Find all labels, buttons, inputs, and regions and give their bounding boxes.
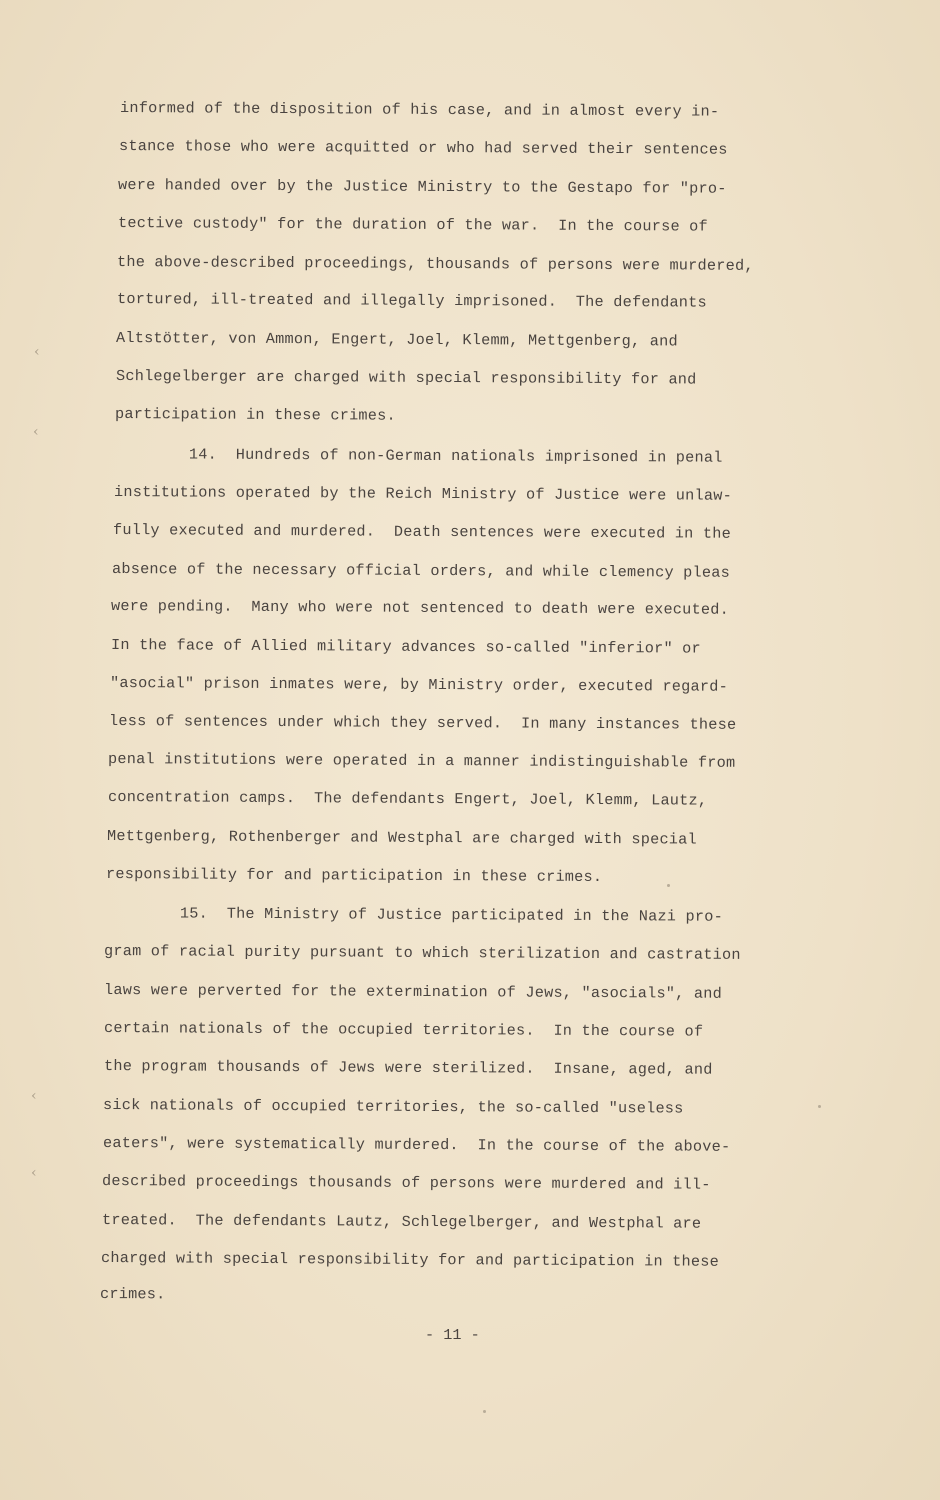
text-line: certain nationals of the occupied territories. In the course of [103, 1019, 704, 1041]
margin-mark: ‹ [33, 424, 39, 440]
speck [667, 884, 670, 887]
text-line: fully executed and murdered. Death sentences were executed in the [112, 521, 732, 543]
margin-mark: ‹ [31, 1165, 37, 1181]
margin-mark: ‹ [31, 1088, 37, 1104]
text-line: less of sentences under which they served. In many instances these [108, 712, 737, 734]
text-line: treated. The defendants Lautz, Schlegelberger, and Westphal are [101, 1211, 702, 1233]
speck [818, 1105, 821, 1108]
text-line: eaters", were systematically murdered. In the course of the above- [102, 1134, 731, 1156]
text-line: were handed over by the Justice Ministry to the Gestapo for "pro- [117, 176, 727, 198]
text-line: sick nationals of occupied territories, the so-called "useless [102, 1096, 684, 1118]
text-line: the above-described proceedings, thousands of persons were murdered, [116, 253, 754, 275]
text-line: Schlegelberger are charged with special responsibility for and [115, 367, 697, 389]
text-line: were pending. Many who were not sentenced to death were executed. [110, 597, 730, 619]
text-line: informed of the disposition of his case, and in almost every in- [119, 99, 720, 121]
text-line: participation in these crimes. [114, 405, 396, 425]
text-line: In the face of Allied military advances so-called "inferior" or [110, 636, 701, 658]
text-line: absence of the necessary official orders, and while clemency pleas [111, 560, 731, 582]
text-line: concentration camps. The defendants Engert, Joel, Klemm, Lautz, [107, 788, 708, 810]
speck [483, 1410, 486, 1413]
text-line: Mettgenberg, Rothenberger and Westphal are charged with special [106, 827, 697, 849]
text-line: laws were perverted for the extermination of Jews, "asocials", and [103, 981, 723, 1003]
text-line: stance those who were acquitted or who had served their sentences [118, 137, 728, 159]
text-line: tortured, ill-treated and illegally imprisoned. The defendants [116, 290, 707, 312]
text-line: responsibility for and participation in these crimes. [105, 865, 603, 887]
text-line: the program thousands of Jews were sterilized. Insane, aged, and [103, 1057, 713, 1079]
text-line: 14. Hundreds of non-German nationals imprisoned in penal [113, 445, 723, 467]
text-line: Altstötter, von Ammon, Engert, Joel, Klemm, Mettgenberg, and [115, 329, 678, 351]
text-line: penal institutions were operated in a manner indistinguishable from [107, 750, 736, 772]
page-number: - 11 - [425, 1326, 480, 1344]
text-line: tective custody" for the duration of the war. In the course of [117, 214, 708, 236]
text-line: crimes. [99, 1285, 166, 1304]
text-line: 15. The Ministry of Justice participated in the Nazi pro- [104, 904, 724, 926]
text-line: gram of racial purity pursuant to which sterilization and castration [103, 942, 741, 964]
text-line: charged with special responsibility for and participation in these [100, 1249, 720, 1271]
text-line: "asocial" prison inmates were, by Ministry order, executed regard- [109, 674, 729, 696]
margin-mark: ‹ [34, 344, 40, 360]
text-line: described proceedings thousands of persons were murdered and ill- [101, 1172, 711, 1194]
text-line: institutions operated by the Reich Ministry of Justice were unlaw- [113, 483, 733, 505]
